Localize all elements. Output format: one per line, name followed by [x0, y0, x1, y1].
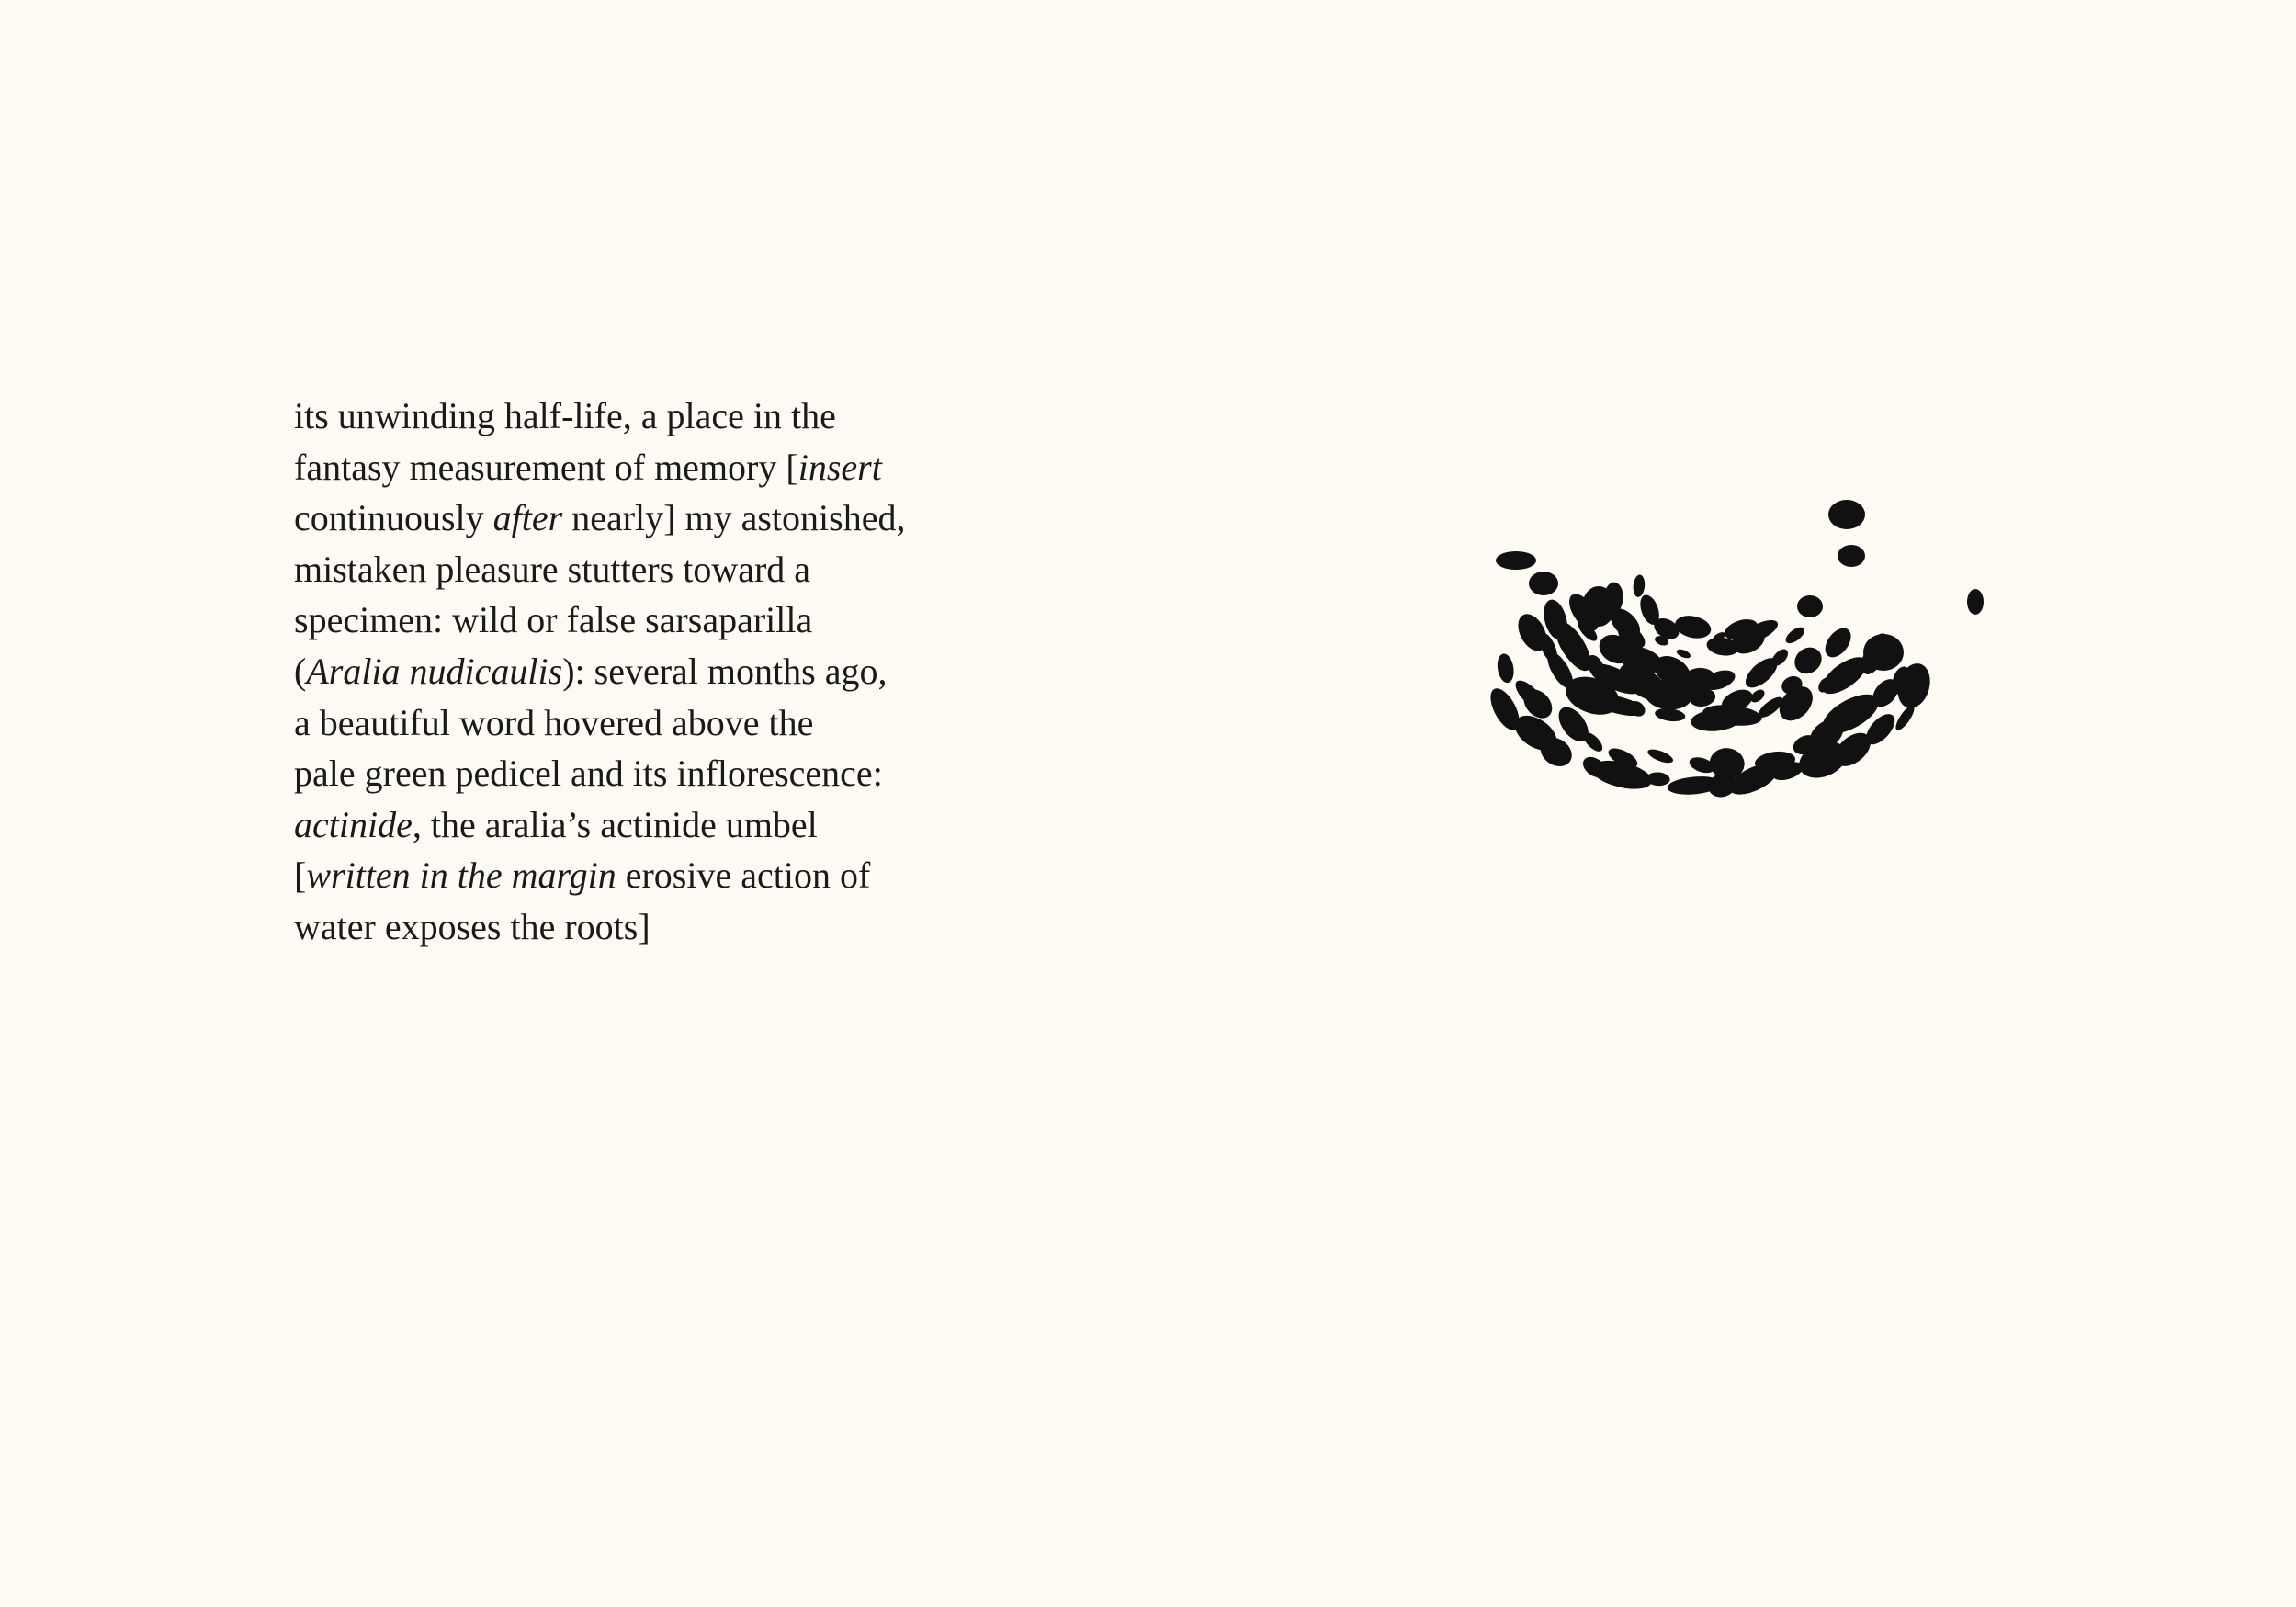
text-run: (	[294, 650, 307, 692]
italic-phrase: insert	[797, 446, 882, 488]
poem-line	[294, 748, 992, 799]
poem-text	[294, 390, 992, 953]
ink-stamp-svg	[1488, 478, 2021, 910]
ink-blot	[1529, 572, 1558, 595]
ink-stamp-illustration	[1488, 478, 2021, 910]
ink-blot	[1863, 634, 1904, 671]
ink-blot	[1838, 545, 1865, 567]
text-run: pale green pedicel and its inflorescence:	[294, 753, 883, 795]
ink-blot	[1582, 586, 1615, 627]
poem-line	[294, 901, 992, 953]
ink-dot	[1820, 623, 1856, 662]
text-run: specimen: wild or false sarsaparilla	[294, 599, 813, 641]
poem-line	[294, 697, 992, 749]
ink-dot	[1783, 624, 1807, 646]
text-run: [	[294, 854, 307, 897]
italic-phrase: actinide	[294, 803, 413, 845]
ink-dot	[1633, 574, 1646, 597]
ink-dot	[1496, 652, 1516, 684]
ink-dot	[1675, 648, 1691, 660]
ink-blot	[1967, 589, 1984, 615]
poem-line	[294, 390, 992, 442]
poem-line	[294, 492, 992, 544]
ink-dot	[1790, 642, 1827, 679]
ink-blot	[1828, 500, 1865, 529]
ink-blot	[1797, 595, 1823, 617]
text-run: mistaken pleasure stutters toward a	[294, 548, 811, 590]
poem-line	[294, 646, 992, 697]
italic-phrase: Aralia nudicaulis	[306, 650, 563, 692]
poem-line	[294, 544, 992, 595]
text-run: fantasy measurement of memory [	[294, 446, 798, 488]
ink-dot	[1673, 613, 1714, 642]
text-run: a beautiful word hovered above the	[294, 701, 814, 743]
text-run: its unwinding half-life, a place in the	[294, 395, 836, 436]
italic-phrase: written in the margin	[306, 854, 616, 897]
poem-line	[294, 442, 992, 493]
text-run: nearly] my astonished,	[562, 497, 906, 539]
text-run: erosive action of	[616, 854, 871, 897]
text-run: ): several months ago,	[562, 650, 888, 692]
poem-line	[294, 850, 992, 901]
poem-line	[294, 799, 992, 851]
italic-phrase: after	[492, 497, 563, 539]
poem-line	[294, 594, 992, 646]
text-run: , the aralia’s actinide umbel	[412, 803, 818, 845]
text-run: continuously	[294, 497, 493, 539]
ink-dot	[1646, 747, 1675, 766]
ink-blot	[1496, 551, 1536, 570]
text-run: water exposes the roots]	[294, 905, 650, 947]
